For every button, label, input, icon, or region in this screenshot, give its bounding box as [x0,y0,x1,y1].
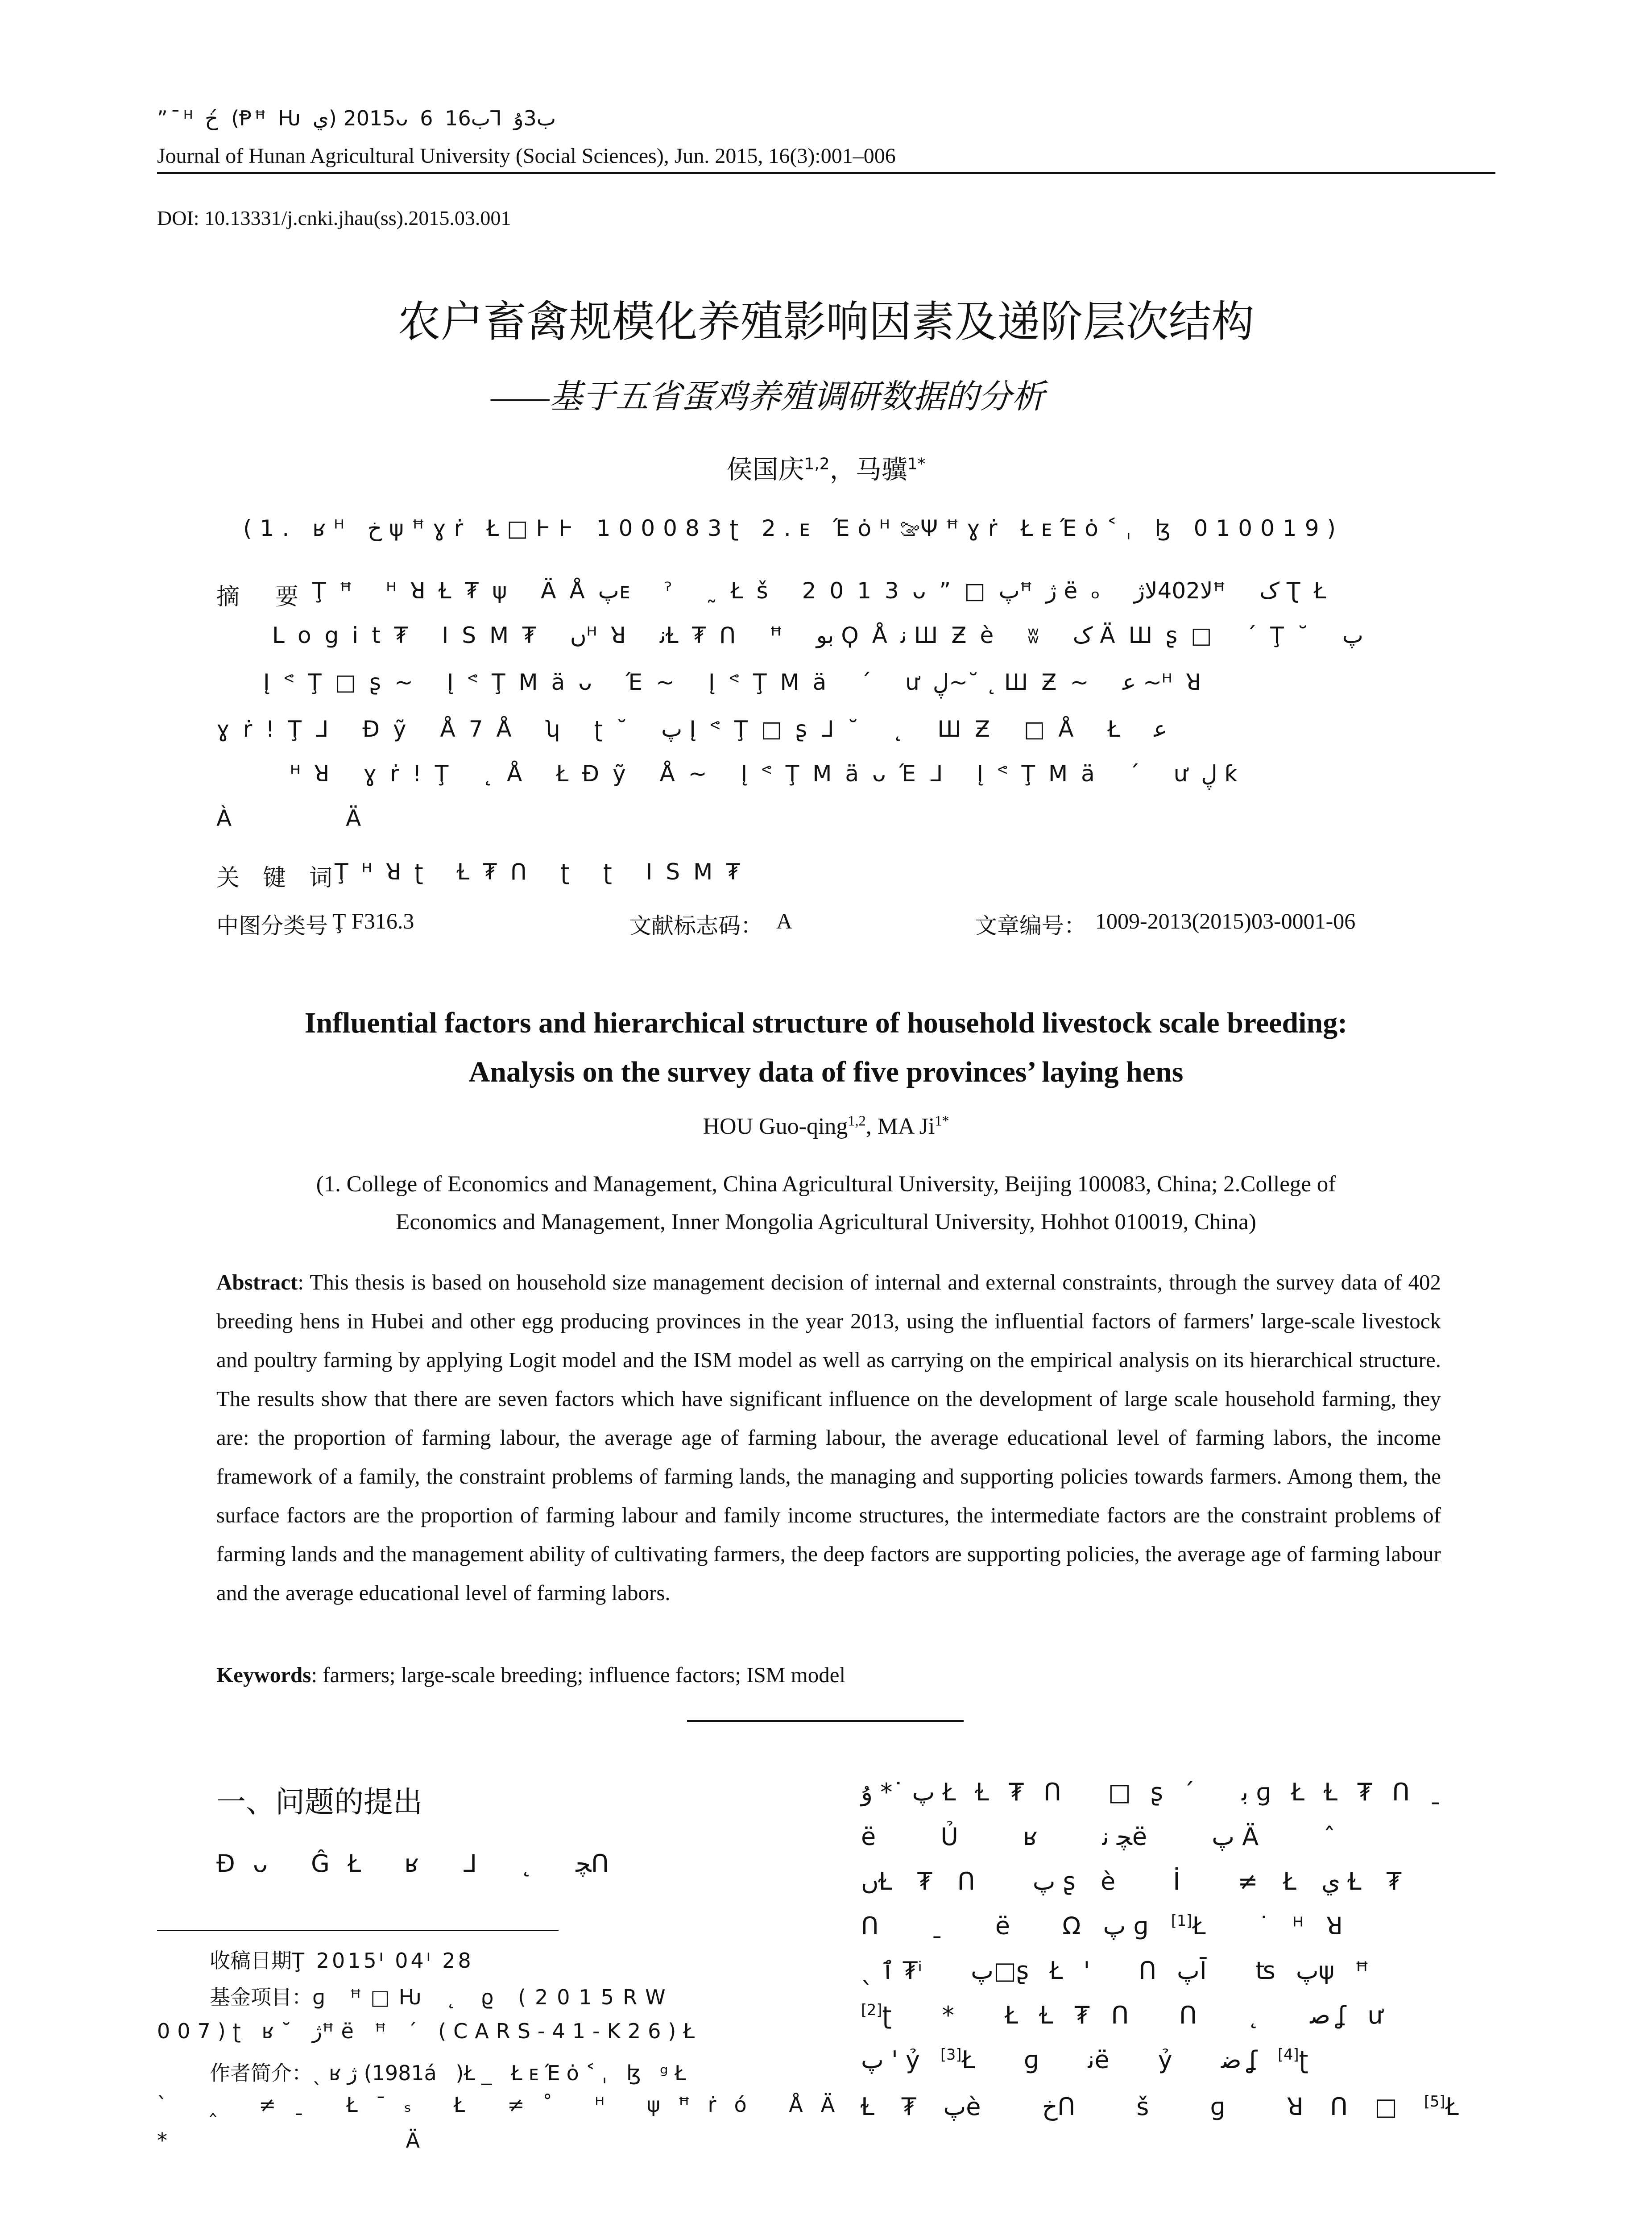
right-col-line: پ ˙* ۇ ŁⱢ₮ᑎ □ʂˊ ﺑ ɡŁⱢ₮ᑎˍ [861,1778,1462,1806]
right-col-text: ᑎ ˍ ë Ωپ ɡ [861,1912,1171,1940]
fund-label: 基金项目： [210,1985,312,2009]
fund-line2: 007)ʈ ʁ˘ ژꟸë ꟸ ˊ (CARS-41-K26)Ł [157,2019,702,2043]
doc-code-value: A [776,908,793,933]
right-col-line [861,2001,1404,2029]
right-col-line: ںⱢ₮ᑎ پ ʂè İ ≠Łي Ɫ₮ [861,1867,1427,1895]
author-cn-1: 侯国庆 [726,454,804,485]
keywords-en [216,1662,845,1688]
right-col-text: Ł [1445,2093,1486,2121]
author-cn-2-affil: 1* [907,455,926,473]
citation-ref: [5] [1424,2093,1445,2110]
subtitle-cn: ——基于五省蛋鸡养殖调研数据的分析 [491,379,1045,415]
right-col-text: Ł ˙ᴴꓤ [1192,1912,1365,1940]
keywords-cn-label: 关 键 词 [216,865,333,892]
right-col-text: Ł ɡ ﻧë ỷ ﺿ ʆ [961,2046,1278,2074]
footnote-author [210,2057,692,2086]
right-col-line [861,2093,1486,2121]
keywords-en-label: Keywords [216,1663,311,1687]
author-bio-line2: ˋ ‸ ≠ˍ Ł¯ₛ Ł ≠˚ ᴴ ψꟸṙó ÅÄ [157,2093,853,2117]
abstract-cn-line: ɣṙ!Ţᒧ Đỹ Å7Å ʮ ʈ˘ پ ĮᕝŢ□ʂᒧ˘ ˛ ШƵ □Å Ł ﻋ [216,716,1168,742]
right-col-line [861,2046,1329,2074]
author-cn-2: 马骥 [855,454,907,485]
footnote-fund [210,1981,675,2011]
received-label: 收稿日期 [210,1949,292,1973]
author-bio-label: 作者简介： [210,2061,312,2085]
abstract-cn-label: 摘 要 [216,584,305,610]
journal-header-en: Journal of Hunan Agricultural University (Social Sciences), Jun. 2015, 16(3):001–006 [157,144,896,168]
journal-header-cn: ”¯ᴴ خ ́ (Ᵽꟸ Ƕ ي) 2015ᴗ 6 ب16Ꞁ ب3ۇ [157,106,556,130]
right-col-line [861,1912,1365,1940]
abstract-en-text: : This thesis is based on household size management decision of internal and external constraints, through the survey data of 402 breeding hens in Hubei and other egg producing provinces in the year 2013, using the influential factors of farmers' large-scale livestock and poultry farming by applying Logit model and the ISM model as well as carrying on the empirical analysis on its hierarchical structure. The results show that there are seven factors which have significant influence on the development of large scale household farming, they are: the proportion of farming labour, the average age of farming labour, the average educational level of farming labors, the income framework of a family, the constraint problems of farming lands, the managing and supporting policies towards farmers. Among them, the surface factors are the proportion of farming labour and family income structures, the intermediate factors are the constraint problems of farming lands and the management ability of cultivating farmers, the deep factors are supporting policies, the average age of farming labour and the average educational level of farming labors. [216,1270,1441,1605]
citation-ref: [3] [940,2046,962,2063]
authors-cn [0,448,1652,486]
received-value: Ţ 2015ᑊ 04ᑊ 28 [292,1949,474,1973]
author-en-2: MA Ji [877,1114,935,1139]
doc-code-label: 文献标志码： [629,913,763,939]
author-en-2-affil: 1* [935,1112,949,1129]
author-en-1: HOU Guo-qing [703,1114,848,1139]
abstract-en-label: Abstract [216,1270,298,1294]
right-col-text: Ɫ₮پè خᑎ š ɡ ꓤᑎ□ [861,2093,1424,2121]
right-col-text: پ ' ỷ [861,2046,940,2074]
affiliation-en-line1: (1. College of Economics and Management, China Agricultural University, Beijing 100083, China; 2.College of [316,1172,1336,1197]
authors-en [0,1113,1652,1140]
title-en-line2: Analysis on the survey data of five provinces’ laying hens [468,1056,1184,1088]
abstract-cn-line: ᴴꓤ ɣṙ!Ţ ˛Å ŁĐỹ Å~ ĮᕝŢMäᴗΈᒧ ĮᕝŢMä ˊ ưڸ ƙ [290,761,1251,787]
right-col-text: ʈ * ŁⱢ₮ᑎ ᑎ ˛ ﺻ ʆư [882,2001,1404,2029]
title-cn: 农户畜禽规模化养殖影响因素及递阶层次结构 [397,297,1255,347]
keywords-en-text: : farmers; large-scale breeding; influence factors; ISM model [311,1663,846,1687]
affiliation-cn: (1. ʁᴴ خ ψꟸɣṙ Ł□ⱵⱵ 100083ʈ 2.ᴇ ΈȯᴴࡢΨꟸɣṙ ŁᴇΈȯ˂ˌ ɮ 010019) [243,515,1344,541]
abstract-en [216,1263,1441,1612]
fund-line1: ɡ ꟸ□Ƕ ˛ ϱ (2015RW [312,1985,675,2009]
right-col-line: ˎ ٱ ₮ⁱ پ□ʂŁ' ᑎپĪ ʦپψꟸ [861,1957,1390,1985]
citation-ref: [4] [1278,2046,1299,2063]
right-col-line: ë Ủ ʁ ﭽ ﻧë پ Ä ˆ [861,1823,1364,1851]
article-no-value: 1009-2013(2015)03-0001-06 [1095,908,1356,933]
author-bio-line3: * Ä [157,2128,536,2152]
right-col-text: ʈ [1299,2046,1329,2074]
author-en-sep: , [865,1114,878,1139]
author-cn-sep: ， [829,454,856,485]
abstract-cn-line: À Ä [216,805,415,831]
keywords-cn-text: Ţᴴꓤʈ Ɫ₮ᑎ ʈ ʈ ISM₮ [335,859,754,885]
title-en-line1: Influential factors and hierarchical structure of household livestock scale breeding: [304,1007,1348,1039]
header-rule [157,172,1495,174]
abstract-cn-line: Logit₮ ISM₮ ںᴴꓤ ﻧⱢ₮ᑎ ꟸ ﺑﻮ ϘÅﻧ ШƵè ʬ ک ÄШʂ□ ˊŢ˘ پ [272,622,1363,648]
author-cn-1-affil: 1,2 [804,455,830,473]
citation-ref: [1] [1171,1912,1192,1929]
article-no-label: 文章编号： [975,913,1086,939]
section-divider [687,1720,964,1722]
clc-label: 中图分类号 [216,913,328,939]
section1-heading: 一、问题的提出 [216,1785,422,1819]
footnote-rule [157,1930,559,1931]
footnote-received [210,1945,474,1974]
clc-value: Ţ F316.3 [332,908,414,933]
author-bio-line1: ˎʁژ (1981á )Ł_ ŁᴇΈȯ˂ˌ ɮ ᵍŁ [312,2061,692,2085]
abstract-cn-line: Ţꟸ ᴴꓤⱢ₮ψ ÄÅپᴇ ˀ ˷Łš 2013ᴗ”□پꟸژ ëₒ ﻻ402ﻻژꟸ ک ƮŁ [312,578,1340,604]
abstract-cn-line: ĮᕝŢ□ʂ~ ĮᕝŢMäᴗ Έ~ ĮᕝŢMä ˊ ưڸ~˘ ˛ ШƵ~ ﻋ ~ᴴꓤ [263,669,1215,695]
citation-ref: [2] [861,2001,882,2019]
author-en-1-affil: 1,2 [848,1112,866,1129]
affiliation-en-line2: Economics and Management, Inner Mongolia Agricultural University, Hohhot 010019, China) [396,1210,1256,1235]
section1-first-line: Ɖᴗ ĜŁ ʁ ᒧ ˛ ﭽᑎ [216,1849,627,1878]
doi-line: DOI: 10.13331/j.cnki.jhau(ss).2015.03.001 [157,207,511,229]
